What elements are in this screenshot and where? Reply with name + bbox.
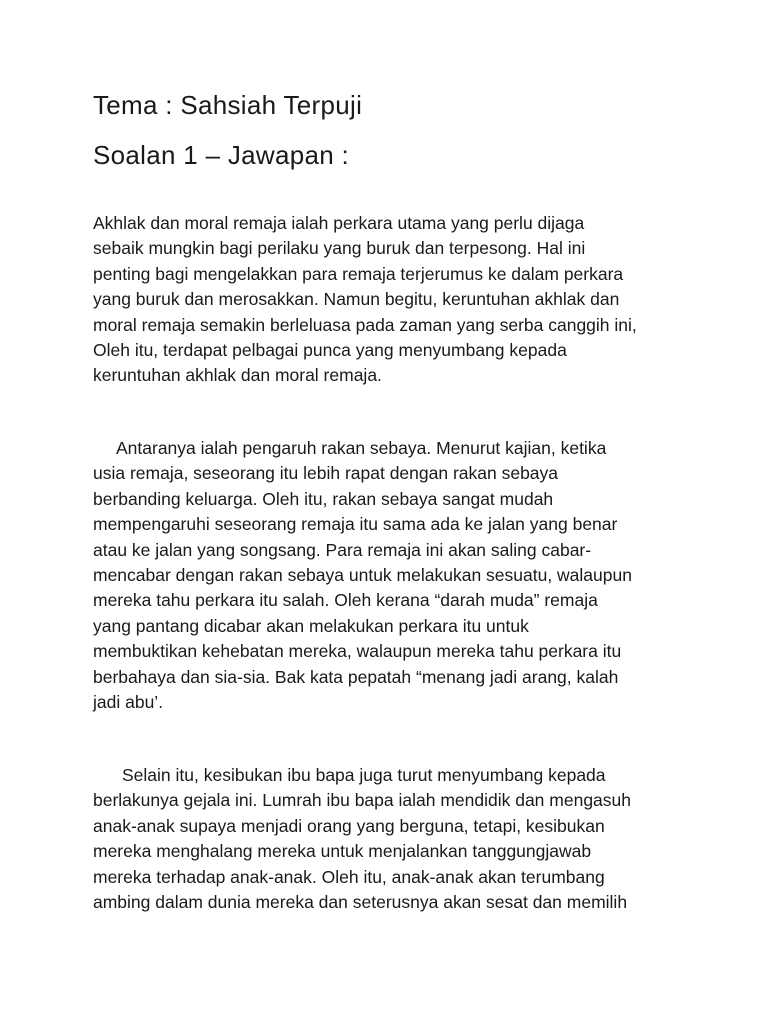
text-line: keruntuhan akhlak dan moral remaja. xyxy=(93,365,382,386)
text-line: Akhlak dan moral remaja ialah perkara utama yang perlu dijaga xyxy=(93,213,585,233)
text-line: moral remaja semakin berleluasa pada zaman yang serba canggih ini, xyxy=(93,314,637,335)
text-line: sebaik mungkin bagi perilaku yang buruk dan terpesong. Hal ini xyxy=(93,238,586,259)
text-line: mereka menghalang mereka untuk menjalankan tanggungjawab xyxy=(93,841,592,862)
paragraph-peer-influence xyxy=(93,436,693,715)
question-heading: Soalan 1 – Jawapan : xyxy=(93,140,350,170)
text-line: atau ke jalan yang songsang. Para remaja ini akan saling cabar- xyxy=(93,539,592,560)
text-line: mencabar dengan rakan sebaya untuk melakukan sesuatu, walaupun xyxy=(93,565,632,586)
text-line: ambing dalam dunia mereka dan seterusnya akan sesat dan memilih xyxy=(93,892,628,913)
text-line: yang pantang dicabar akan melakukan perkara itu untuk xyxy=(93,615,529,636)
paragraph-introduction xyxy=(93,211,693,389)
text-line: mereka terhadap anak-anak. Oleh itu, anak-anak akan terumbang xyxy=(93,866,605,887)
text-line: mereka tahu perkara itu salah. Oleh kerana “darah muda” remaja xyxy=(93,590,598,611)
document-title: Tema : Sahsiah Terpuji xyxy=(93,90,363,120)
text-line: berlakunya gejala ini. Lumrah ibu bapa ialah mendidik dan mengasuh xyxy=(93,790,631,811)
text-line: penting bagi mengelakkan para remaja terjerumus ke dalam perkara xyxy=(93,263,624,284)
text-line: jadi abu’. xyxy=(93,692,164,713)
text-line: Antaranya ialah pengaruh rakan sebaya. Menurut kajian, ketika xyxy=(116,438,607,458)
paragraph-parents-busy xyxy=(93,763,693,915)
text-line: usia remaja, seseorang itu lebih rapat dengan rakan sebaya xyxy=(93,463,559,484)
text-line: yang buruk dan merosakkan. Namun begitu, keruntuhan akhlak dan xyxy=(93,289,620,310)
text-line: Oleh itu, terdapat pelbagai punca yang menyumbang kepada xyxy=(93,340,567,361)
text-line: membuktikan kehebatan mereka, walaupun mereka tahu perkara itu xyxy=(93,641,622,662)
text-line: berbanding keluarga. Oleh itu, rakan sebaya sangat mudah xyxy=(93,488,554,509)
text-line: Selain itu, kesibukan ibu bapa juga turut menyumbang kepada xyxy=(122,765,606,785)
text-line: berbahaya dan sia-sia. Bak kata pepatah “menang jadi arang, kalah xyxy=(93,666,619,687)
text-line: anak-anak supaya menjadi orang yang berguna, tetapi, kesibukan xyxy=(93,815,605,836)
text-line: mempengaruhi seseorang remaja itu sama ada ke jalan yang benar xyxy=(93,514,618,535)
